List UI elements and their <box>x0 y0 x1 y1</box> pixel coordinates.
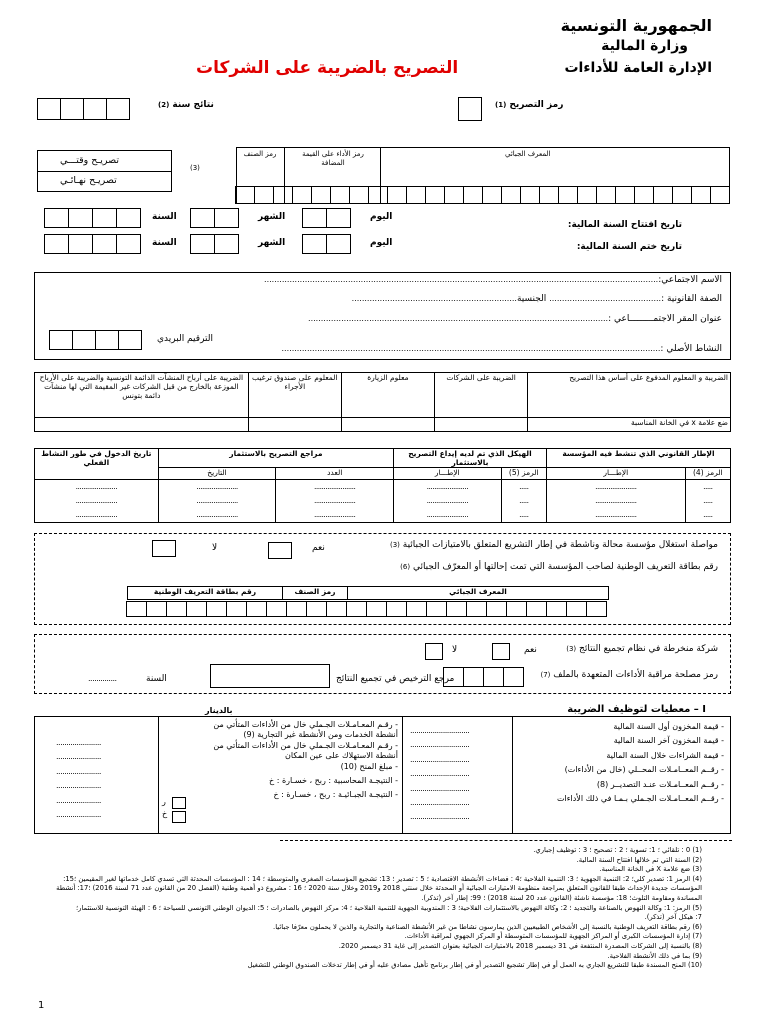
owner-cell[interactable] <box>506 601 527 617</box>
open-year-label: السنة <box>152 212 177 222</box>
section1-right-item: - رقــم المعــامـلات عنـد التصديــر (8) <box>596 779 724 789</box>
tax-id-cell[interactable] <box>235 186 255 204</box>
close-year-label: السنة <box>152 238 177 248</box>
declaration-code-label: رمز التصريح (1) <box>495 100 564 110</box>
section1-left-item: - مبلغ المنح (10) <box>340 761 398 771</box>
continuation-id-line: رقم بطاقة التعريف الوطنية لصاحب المؤسسة التي تمت إحالتها أو المعرّف الجبائي (6) <box>400 562 718 572</box>
tax-type-col5[interactable]: الضريبة على أرباح المنشآت الدائمة التونسية والضريبة على الأرباح الموزعة بالخارج من قبل الشركات غير المقيمة التي لها منشآت دائمة بتونس <box>35 373 249 418</box>
company-name-row[interactable]: الاسم الاجتماعي:........................................................................................................................................................... <box>264 275 722 285</box>
category-header: رمز الصنف <box>283 587 348 600</box>
footnote-line: 7: هيكل آخر (تذكر). <box>644 913 702 922</box>
vat-code-header: رمز الأداء على القيمة المضافة <box>302 150 364 167</box>
section1-right-item: - قيمة المخزون آخر السنة المالية <box>613 736 724 746</box>
tax-id-cell[interactable] <box>501 186 521 204</box>
tax-type-col1: الضريبة و المعلوم المدفوع على أساس هذا التصريح <box>528 373 731 418</box>
tax-id-cell[interactable] <box>672 186 692 204</box>
postal-code-label: الترقيم البريدي <box>157 334 213 344</box>
footnote-line: (2) السنة التي تم خلالها افتتاح السنة المالية. <box>576 855 702 864</box>
close-day-boxes[interactable] <box>303 234 351 254</box>
tax-id-col-header: المعرف الجبائي <box>348 587 609 600</box>
tax-id-cell[interactable] <box>254 186 274 204</box>
tax-type-col4[interactable]: المعلوم على صندوق ترغيب الأجراء <box>248 373 341 418</box>
section1-left-value[interactable]: ...................... <box>56 752 101 762</box>
owner-cell[interactable] <box>286 601 307 617</box>
section1-title: I – معطيات لتوظيف الضريبة <box>567 704 706 715</box>
investment-ref-header: مراجع التصريح بالاستثمار <box>158 449 393 468</box>
owner-cell[interactable] <box>186 601 207 617</box>
section1-left-item: - النتيجـة الجبـائيـة : ربح ، خسـارة : خ <box>273 790 398 800</box>
tax-id-cell[interactable] <box>273 186 293 204</box>
owner-cell[interactable] <box>586 601 607 617</box>
grouping-question: شركة منخرطة في نظام تجميع النتائج (3) <box>566 644 718 654</box>
legal-frame-subheader: الإطـــار <box>546 468 685 480</box>
transferred-owner-cells[interactable] <box>127 601 607 617</box>
footnote-line: (5) الرمز: 1: وكالة النهوض بالصناعة والتجديد ؛ 2: وكالة النهوض بالاستثمارات الفلاحية؛ 3 : المندوبية الجهوية للتنمية الفلاحية ؛ 4: مركز النهوض بالصادرات ؛ 5: الديوان الوطني التونسي للسياحة ؛ 6 : الهيئة التونسية للاستثمار؛ <box>76 903 702 912</box>
close-month-boxes[interactable] <box>191 234 239 254</box>
owner-cell[interactable] <box>266 601 287 617</box>
continuation-no-label: لا <box>212 543 218 553</box>
close-year-boxes[interactable] <box>45 234 141 254</box>
start-date-header: تاريخ الدخول في طور النشاط الفعلي <box>35 449 159 480</box>
grouping-yes-label: نعم <box>524 645 537 655</box>
permit-ref-label: مرجع الترخيص في تجميع النتائج <box>336 674 455 684</box>
tax-id-cell[interactable] <box>463 186 483 204</box>
open-year-boxes[interactable] <box>45 208 141 228</box>
provisional-label[interactable]: تصريـح وقتـــي <box>60 155 119 166</box>
owner-cell[interactable] <box>306 601 327 617</box>
legal-form-row[interactable]: الصفة القانونية :............................................ الجنسية................................................................. <box>351 294 722 304</box>
tax-id-cell[interactable] <box>368 186 388 204</box>
section1-right-value[interactable]: ............................. <box>410 783 470 793</box>
fiscal-close-label: تاريخ ختم السنة المالية: <box>576 242 682 252</box>
page-number: 1 <box>38 1000 45 1011</box>
section1-left-item: - النتيجـة المحاسبية : ربح ، خسـارة : خ <box>269 775 398 785</box>
results-year-label: نتائج سنة (2) <box>158 100 214 110</box>
section1-left-item: - رقـم المعـامـلات الجـملي خال من الأداءات المتأتي من أنشطة الخدمات ومن الأنشطة غير التجارية (9) <box>213 720 398 740</box>
tax-id-cell[interactable] <box>539 186 559 204</box>
section1-left-labels <box>196 720 398 805</box>
footnote-line: (3) ضع علامة X في الخانة المناسبة. <box>599 865 702 874</box>
fiscal-result-sign-box[interactable] <box>172 811 186 823</box>
tax-id-cell[interactable] <box>311 186 331 204</box>
tax-id-cell[interactable] <box>615 186 635 204</box>
framework-data-row[interactable]: ...................... ...................... ...................... ...................... ...................... ...................... ...................... ...................... ...................... ...................... ...................... ...................... ..... ..... ..... ...................... ...................... ...................... ..... ..... ..... <box>35 480 731 523</box>
owner-cell[interactable] <box>246 601 267 617</box>
section1-left-value[interactable]: ...................... <box>56 810 101 820</box>
owner-cell[interactable] <box>546 601 567 617</box>
section1-right-labels <box>516 722 724 808</box>
grouping-yes-box[interactable] <box>492 643 510 660</box>
profit-loss-markers: ر خ <box>162 797 168 818</box>
continuation-no-box[interactable] <box>152 540 176 557</box>
tax-id-cell[interactable] <box>577 186 597 204</box>
tax-id-cell[interactable] <box>444 186 464 204</box>
section1-left-value[interactable]: ...................... <box>56 766 101 776</box>
section1-left-value[interactable]: ...................... <box>56 781 101 791</box>
tax-id-cell[interactable] <box>520 186 540 204</box>
tax-id-cell[interactable] <box>634 186 654 204</box>
office-code-label: رمز مصلحة مراقبة الأداءات المتعهدة بالملف (7) <box>540 670 718 680</box>
accounting-result-sign-box[interactable] <box>172 797 186 809</box>
tax-id-cell[interactable] <box>691 186 711 204</box>
owner-cell[interactable] <box>146 601 167 617</box>
section1-right-value[interactable]: ............................. <box>410 740 470 750</box>
grouping-no-box[interactable] <box>425 643 443 660</box>
tax-id-cell[interactable] <box>653 186 673 204</box>
tax-id-cells[interactable] <box>236 186 730 204</box>
main-activity-row[interactable]: النشاط الأصلي :..................................................................................................................................................... <box>281 344 722 354</box>
open-day-boxes[interactable] <box>303 208 351 228</box>
grouping-box <box>34 634 731 694</box>
category-code-header: رمز الصنف <box>243 150 277 158</box>
footnote-line: (7) إدارة المؤسسات الكبرى أو المراكز الجهوية للمؤسسات المتوسطة أو المركز الجهوي لمراقبة الأداءات. <box>404 932 702 941</box>
footnote-line: (1) 0 : تلقائي ؛ 1: تسوية ؛ 2 : تصحيح ؛ 3 : توظيف إجباري. <box>533 846 702 854</box>
tax-type-col3[interactable]: معلوم الزيارة <box>341 373 434 418</box>
owner-cell[interactable] <box>126 601 147 617</box>
footnote-line: المؤسسات جديدة الإحداث طبقا للقانون المتعلق بمراجعة منظومة الامتيازات الجبائية أو المحدثة خلال سنتي 2018 و2019 وخلال سنة 2020 ؛ 16 : مشروع ذو أهمية وطنية (الفصل 20 من القانون عدد 71 لسنة 2016) ؛17: أنشطة <box>56 884 702 893</box>
tax-id-cell[interactable] <box>406 186 426 204</box>
section1-right-value[interactable]: ............................. <box>410 754 470 764</box>
footnote-line: (10) المنح المسندة طبقا للتشريع الجاري به العمل أو في إطار تشجيع التصدير أو في إطار برنامج تأهيل مصادق عليه أو في إطار تدخلات الصندوق الوطني للتشغيل <box>247 961 702 970</box>
legal-code-subheader: الرمز <box>706 468 723 477</box>
header-ministry: وزارة المالية <box>601 38 688 54</box>
postal-code-boxes[interactable] <box>50 330 142 350</box>
tax-id-cell[interactable] <box>330 186 350 204</box>
owner-cell[interactable] <box>426 601 447 617</box>
structure-header: الهيكل الذي تم لديه إيداع التصريح بالاستثمار <box>394 449 547 468</box>
section1-right-item: - قيمة الشراءات خلال السنة المالية <box>606 750 724 760</box>
results-year-boxes[interactable] <box>38 98 130 120</box>
tax-id-cell[interactable] <box>710 186 730 204</box>
owner-cell[interactable] <box>366 601 387 617</box>
form-title: التصريح بالضريبة على الشركات <box>196 58 459 78</box>
number-subheader: العدد <box>276 468 394 480</box>
footnote-line: (8) بالنسبة إلى الشركات المصدرة المنتفعة في 31 ديسمبر 2018 بالامتيازات الجبائية بعنوان التصدير إلى غاية 31 ديسمبر 2020. <box>338 942 702 950</box>
structure-frame-subheader: الإطـــار <box>394 468 502 480</box>
tax-id-cell[interactable] <box>387 186 407 204</box>
office-code-boxes[interactable] <box>444 667 524 687</box>
section1-right-item: - رقــم المعــامـلات المحــلي (خال من الأداءات) <box>564 765 724 775</box>
structure-code-subheader: الرمز <box>521 468 539 477</box>
header-republic: الجمهورية التونسية <box>560 16 712 35</box>
owner-cell[interactable] <box>406 601 427 617</box>
section1-right-value[interactable]: ............................. <box>410 812 470 822</box>
tax-id-header: المعرف الجبائي <box>505 150 551 158</box>
section1-right-values[interactable] <box>410 724 469 825</box>
owner-cell[interactable] <box>486 601 507 617</box>
tax-id-cell[interactable] <box>425 186 445 204</box>
tax-id-cell[interactable] <box>596 186 616 204</box>
section1-right-value[interactable]: ............................. <box>410 726 470 735</box>
framework-table: تاريخ الدخول في طور النشاط الفعلي مراجع التصريح بالاستثمار الهيكل الذي تم لديه إيداع التصريح بالاستثمار الإطار القانوني الذي تنشط فيه المؤسسة التاريخ العدد الإطـــار الرمز (5) الإطـــار الرمز (4) ...................... ...................... ...................... ...................... ...................... ...................... ...................... ...................... ...................... ...................... ...................... ...................... ..... ..... ..... ...................... ...................... ...................... ..... ..... ..... <box>34 448 731 523</box>
owner-cell[interactable] <box>526 601 547 617</box>
close-month-label: الشهر <box>258 238 286 248</box>
tax-types-table <box>34 372 731 432</box>
legal-framework-header: الإطار القانوني الذي تنشط فيه المؤسسة <box>546 449 730 468</box>
tax-id-cell[interactable] <box>482 186 502 204</box>
footnote-line: (9) بما في ذلك الأنشطة الفلاحية. <box>607 951 702 960</box>
note-ref-3: (3) <box>190 164 200 172</box>
permit-year-label: السنة <box>146 674 167 684</box>
tax-type-col2[interactable]: الضريبة على الشركات <box>435 373 528 418</box>
tax-id-cell[interactable] <box>349 186 369 204</box>
footnote-line: المساندة ومقاومة التلوث؛ 18: مؤسسة ناشئة (القانون عدد 20 لسنة 2018) ؛ 99: إطار آخر (تذكر). <box>421 894 702 902</box>
section1-right-item: - رقــم المعــامـلات الجـملي بـمـا في ذلك الأداءات <box>557 793 724 803</box>
section1-right-item: - قيمة المخزون أول السنة المالية <box>613 722 724 731</box>
grouping-no-label: لا <box>452 645 458 655</box>
owner-cell[interactable] <box>386 601 407 617</box>
owner-cell[interactable] <box>466 601 487 617</box>
open-month-label: الشهر <box>258 212 286 222</box>
cin-header: رقم بطاقة التعريف الوطنية <box>128 587 283 600</box>
check-note: ضع علامة x في الخانة المناسبة <box>528 417 731 431</box>
section1-left-item: - رقـم المعـامـلات الجـملي خال من الأداءات المتأتي من أنشطة الاستهلاك على عين المكان <box>213 740 398 761</box>
section1-right-value[interactable]: ............................. <box>410 798 470 808</box>
footnote-line: (4) الرمز 1: تصدير كلي؛ 2: التنمية الجهوية ؛ 3: التنمية الفلاحية ؛4 : فضاءات الأنشطة الاقتصادية ؛ 5 : تصدير ؛ 13: تشجيع المؤسسات الصغرى والمتوسطة ؛ 14 : المؤسسات المحدثة التي تسدي كامل خدماتها لغير المقيمين ؛15: <box>63 874 702 883</box>
section1-left-value[interactable]: ...................... <box>56 738 101 747</box>
header-directorate: الإدارة العامة للأداءات <box>564 60 712 76</box>
close-day-label: اليوم <box>370 238 393 248</box>
hq-address-row[interactable]: عنوان المقر الاجتمـــــــــاعي :...................................................................................................................... <box>308 314 722 324</box>
final-label[interactable]: تصريـح نهـائـي <box>60 175 117 186</box>
date-subheader: التاريخ <box>158 468 276 480</box>
owner-cell[interactable] <box>566 601 587 617</box>
continuation-yes-label: نعم <box>312 543 325 553</box>
footnote-line: (6) رقم بطاقة التعريف الوطنية بالنسبة إلى الأشخاص الطبيعيين الذين يمارسون نشاطا من غير الأنشطة الصناعية والتجارية والذين لا يحملون معرّفا جبائيا. <box>273 922 702 931</box>
currency-label: بالدينار <box>205 706 233 715</box>
tax-id-cell[interactable] <box>558 186 578 204</box>
declaration-code-box[interactable] <box>458 97 482 121</box>
tax-id-cell[interactable] <box>292 186 312 204</box>
continuation-yes-box[interactable] <box>268 542 292 559</box>
open-day-label: اليوم <box>370 212 393 222</box>
permit-year-dots: .............. <box>88 674 117 683</box>
owner-cell[interactable] <box>326 601 347 617</box>
continuation-question: مواصلة استغلال مؤسسة محالة وناشطة في إطار التشريع المتعلق بالامتيازات الجبائية (3) <box>389 540 718 550</box>
transferred-owner-table <box>127 586 609 600</box>
owner-cell[interactable] <box>206 601 227 617</box>
section1-right-value[interactable]: ............................. <box>410 769 470 779</box>
fiscal-open-label: تاريخ افتتاح السنة المالية: <box>567 220 682 230</box>
permit-ref-box[interactable] <box>210 664 330 688</box>
section1-left-value[interactable]: ...................... <box>56 795 101 805</box>
section1-left-values[interactable] <box>56 736 101 822</box>
owner-cell[interactable] <box>166 601 187 617</box>
owner-cell[interactable] <box>346 601 367 617</box>
open-month-boxes[interactable] <box>191 208 239 228</box>
owner-cell[interactable] <box>226 601 247 617</box>
owner-cell[interactable] <box>446 601 467 617</box>
